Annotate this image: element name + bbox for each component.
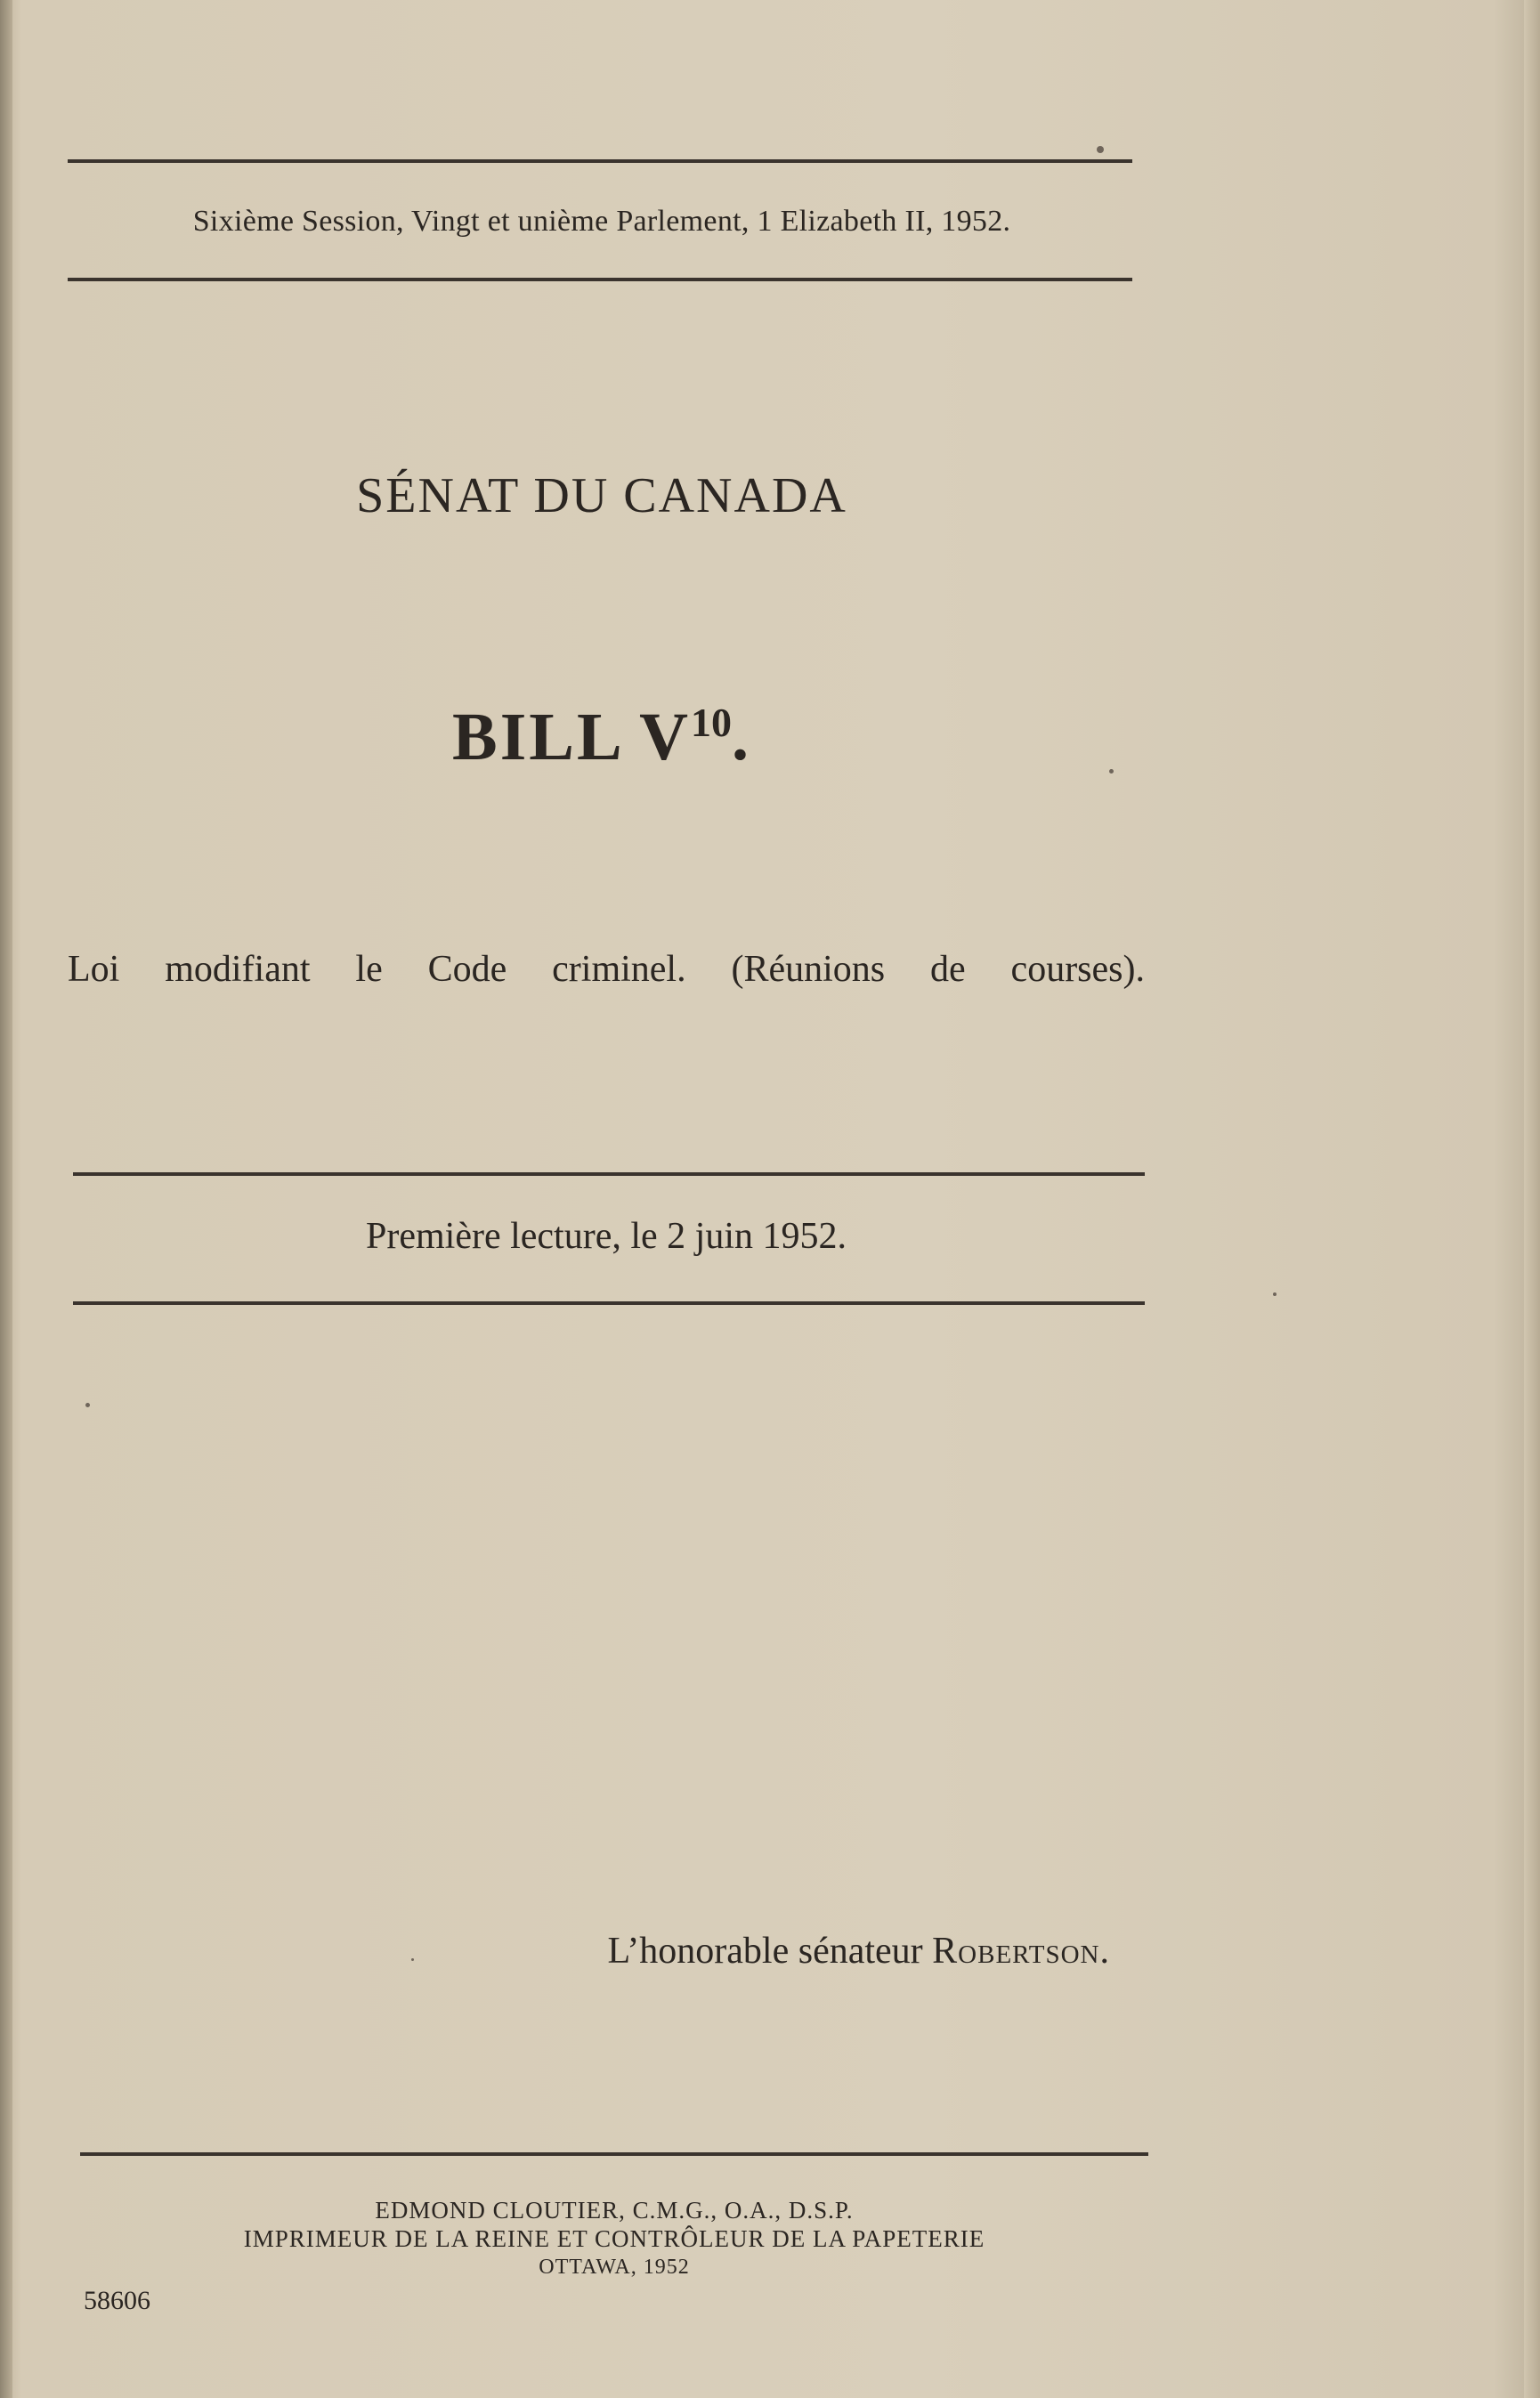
printer-place: OTTAWA, 1952 — [539, 2256, 690, 2279]
page-right-edge — [1524, 0, 1540, 2398]
binding-edge — [0, 0, 12, 2398]
printer-name: EDMOND CLOUTIER, C.M.G., O.A., D.S.P. — [375, 2197, 854, 2224]
bill-superscript: 10 — [690, 700, 732, 745]
paper-speck — [1273, 1292, 1277, 1296]
bill-label: BILL V — [452, 700, 691, 774]
chamber-heading: SÉNAT DU CANADA — [356, 468, 847, 523]
print-code: 58606 — [84, 2286, 150, 2315]
reading-bottom-rule — [73, 1301, 1145, 1305]
reading-top-rule — [73, 1172, 1145, 1176]
paper-speck — [411, 1958, 414, 1961]
session-line: Sixième Session, Vingt et unième Parlement, 1 Elizabeth II, 1952. — [192, 205, 1011, 238]
session-bottom-rule — [68, 278, 1132, 281]
paper-speck — [85, 1403, 90, 1407]
paper-speck — [1109, 769, 1114, 774]
top-rule — [68, 159, 1132, 163]
first-reading: Première lecture, le 2 juin 1952. — [366, 1216, 847, 1257]
sponsor-line — [498, 1930, 1109, 1973]
sponsor-suffix: . — [1099, 1931, 1109, 1972]
printer-title: IMPRIMEUR DE LA REINE ET CONTRÔLEUR DE LA PAPETERIE — [243, 2225, 985, 2252]
bill-punctuation: . — [731, 700, 751, 774]
bill-number — [68, 699, 1136, 776]
printer-top-rule — [80, 2152, 1148, 2156]
bill-title: Loi modifiant le Code criminel. (Réunions de courses). — [68, 949, 1145, 990]
sponsor-prefix: L’honorable sénateur — [607, 1931, 933, 1972]
paper-speck — [1097, 146, 1104, 153]
sponsor-name: Robertson — [932, 1931, 1100, 1972]
